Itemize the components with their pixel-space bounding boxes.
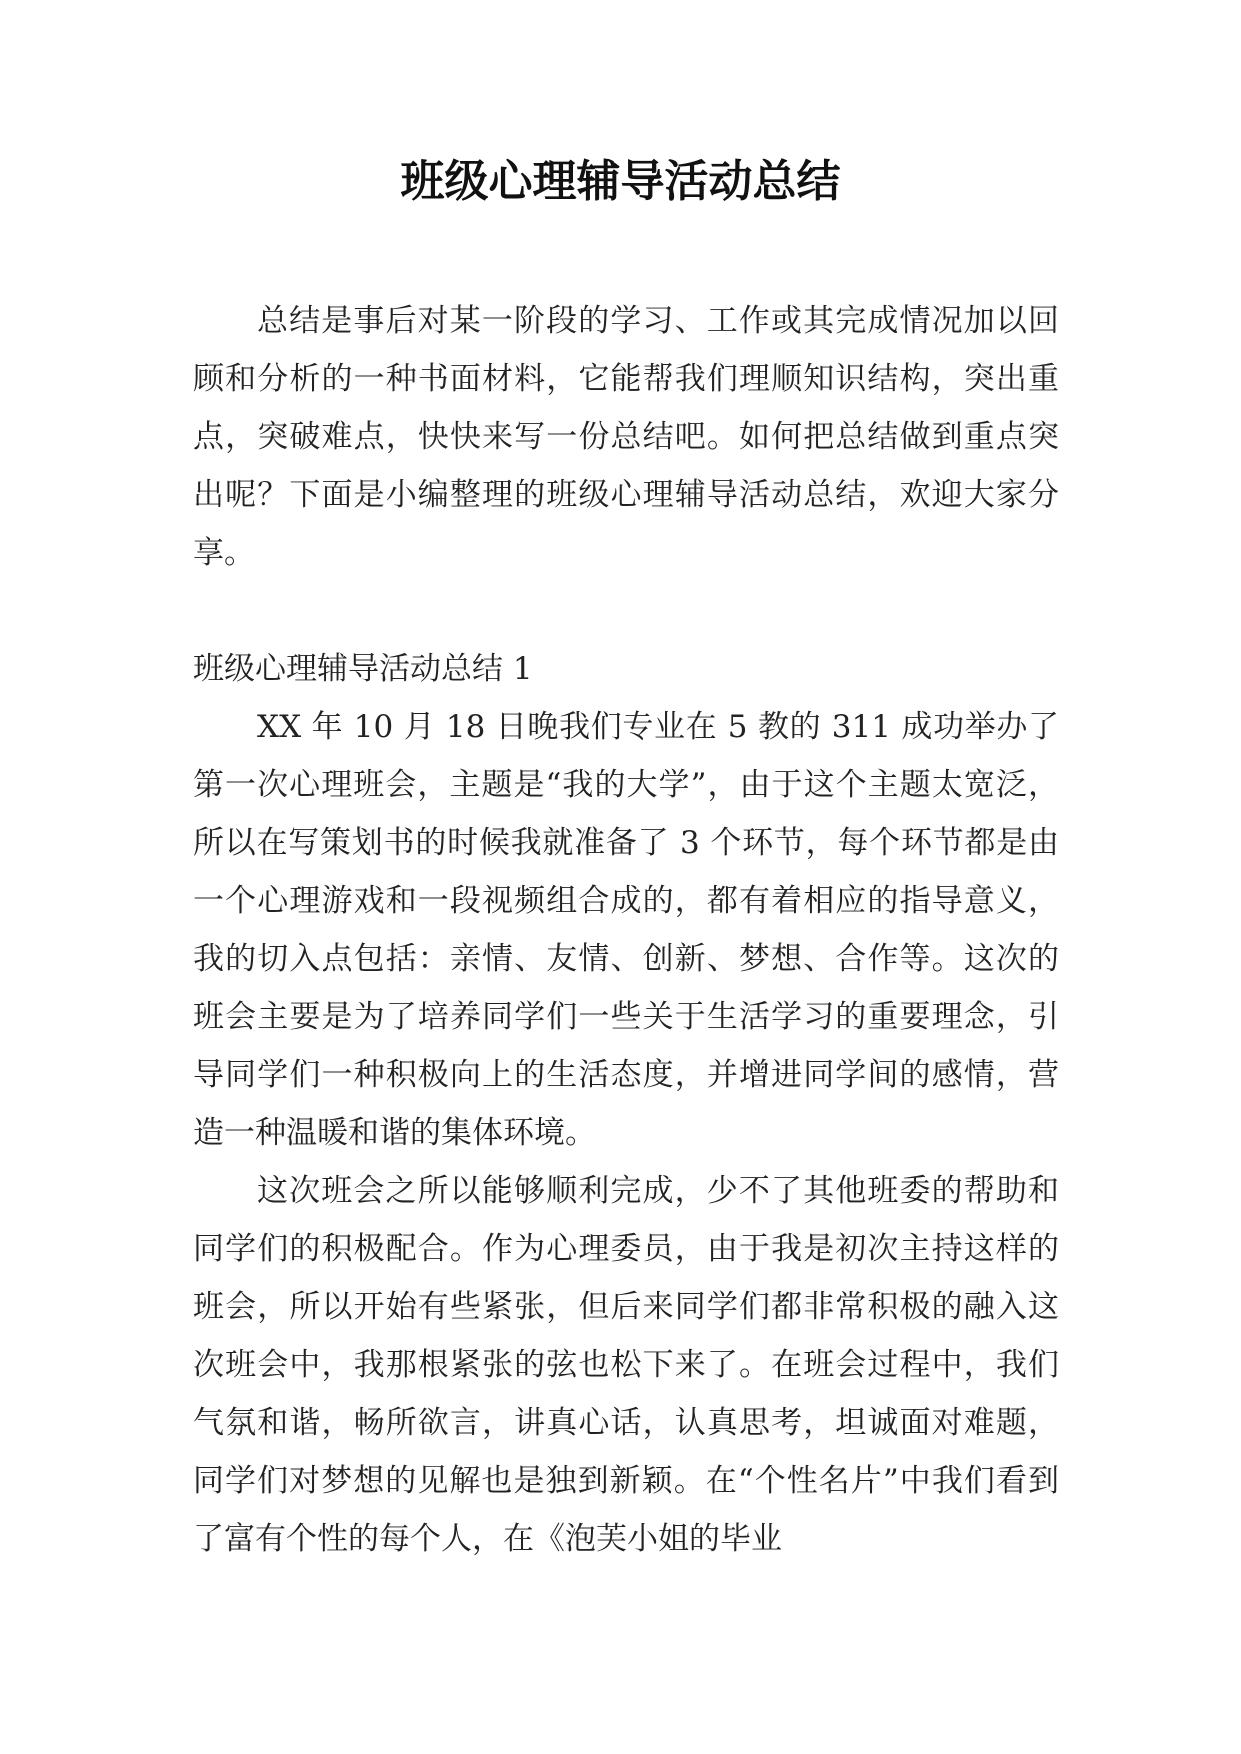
intro-paragraph: 总结是事后对某一阶段的学习、工作或其完成情况加以回顾和分析的一种书面材料，它能帮我们理顺知识结构，突出重点，突破难点，快快来写一份总结吧。如何把总结做到重点突出呢？下面是小编整理的班级心理辅导活动总结，欢迎大家分享。 [193, 303, 1059, 571]
document-title: 班级心理辅导活动总结 [400, 156, 841, 207]
section-paragraph: XX 年 10 月 18 日晚我们专业在 5 教的 311 成功举办了第一次心理班会，主题是“我的大学”，由于这个主题太宽泛，所以在写策划书的时候我就准备了 3 个环节，每个环节都是由一个心理游戏和一段视频组合成的，都有着相应的指导意义，我的切入点包括：亲情、友情、创新、梦想、合作等。这次的班会主要是为了培养同学们一些关于生活学习的重要理念，引导同学们一种积极向上的生活态度，并增进同学间的感情，营造一种温暖和谐的集体环境。 [193, 709, 1059, 1151]
section-1 [193, 640, 1059, 1568]
section-heading: 班级心理辅导活动总结 1 [193, 651, 533, 687]
intro-block [193, 292, 1059, 582]
section-paragraph: 这次班会之所以能够顺利完成，少不了其他班委的帮助和同学们的积极配合。作为心理委员，由于我是初次主持这样的班会，所以开始有些紧张，但后来同学们都非常积极的融入这次班会中，我那根紧张的弦也松下来了。在班会过程中，我们气氛和谐，畅所欲言，讲真心话，认真思考，坦诚面对难题，同学们对梦想的见解也是独到新颖。在“个性名片”中我们看到了富有个性的每个人，在《泡芙小姐的毕业 [193, 1173, 1059, 1557]
